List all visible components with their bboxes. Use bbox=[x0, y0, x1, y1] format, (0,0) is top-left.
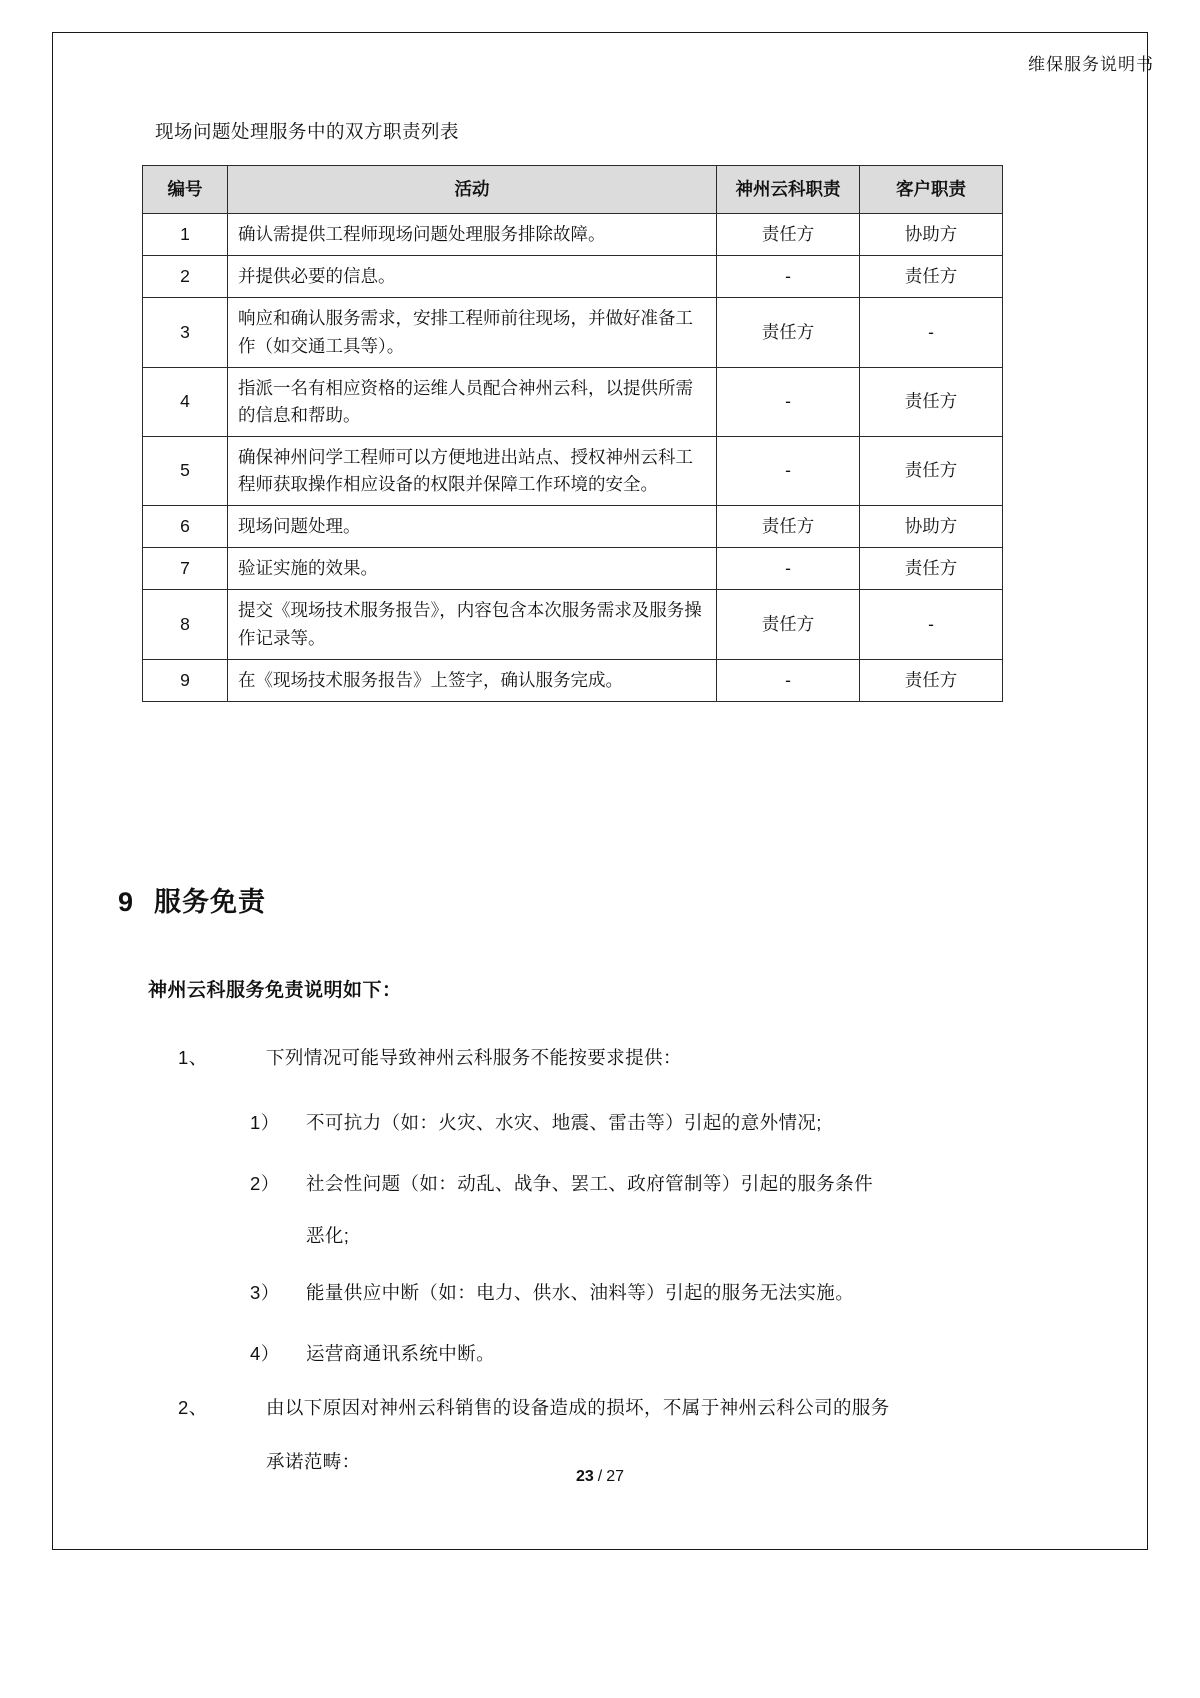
table-body bbox=[143, 214, 1003, 702]
cell-szyk: - bbox=[717, 367, 860, 436]
section-number: 9 bbox=[118, 887, 135, 917]
cell-activity: 并提供必要的信息。 bbox=[228, 256, 717, 298]
table-row bbox=[143, 298, 1003, 367]
responsibility-table bbox=[142, 165, 1003, 702]
sub-item-2-continuation: 恶化; bbox=[306, 1225, 350, 1246]
cell-customer: 协助方 bbox=[860, 506, 1003, 548]
cell-activity: 确认需提供工程师现场问题处理服务排除故障。 bbox=[228, 214, 717, 256]
sub-item-marker: 2） bbox=[250, 1173, 280, 1194]
cell-no: 9 bbox=[143, 659, 228, 701]
cell-customer: 责任方 bbox=[860, 548, 1003, 590]
sub-item-text: 能量供应中断（如：电力、供水、油料等）引起的服务无法实施。 bbox=[306, 1282, 855, 1303]
column-header-customer: 客户职责 bbox=[860, 166, 1003, 214]
cell-no: 1 bbox=[143, 214, 228, 256]
table-header-row bbox=[143, 166, 1003, 214]
table-head bbox=[143, 166, 1003, 214]
page-header-title: 维保服务说明书 bbox=[1028, 55, 1154, 74]
sub-item-marker: 1） bbox=[250, 1112, 280, 1133]
section-subtitle: 神州云科服务免责说明如下： bbox=[148, 980, 402, 1001]
sub-item-text: 运营商通讯系统中断。 bbox=[306, 1343, 496, 1364]
table-row bbox=[143, 214, 1003, 256]
footer-separator: / bbox=[597, 1468, 603, 1485]
cell-szyk: - bbox=[717, 659, 860, 701]
cell-activity: 验证实施的效果。 bbox=[228, 548, 717, 590]
table-row bbox=[143, 590, 1003, 659]
section-heading bbox=[118, 880, 266, 919]
list-item-1-marker: 1、 bbox=[178, 1047, 208, 1068]
cell-customer: 责任方 bbox=[860, 659, 1003, 701]
cell-no: 6 bbox=[143, 506, 228, 548]
page-footer bbox=[0, 1468, 1200, 1486]
cell-activity: 响应和确认服务需求，安排工程师前往现场，并做好准备工作（如交通工具等）。 bbox=[228, 298, 717, 367]
cell-no: 5 bbox=[143, 436, 228, 505]
cell-customer: 责任方 bbox=[860, 256, 1003, 298]
table-row bbox=[143, 548, 1003, 590]
table-row bbox=[143, 659, 1003, 701]
cell-activity: 提交《现场技术服务报告》，内容包含本次服务需求及服务操作记录等。 bbox=[228, 590, 717, 659]
sub-item-text: 不可抗力（如：火灾、水灾、地震、雷击等）引起的意外情况; bbox=[306, 1112, 822, 1133]
list-item-1-sub-3 bbox=[250, 1275, 1010, 1311]
cell-activity: 确保神州问学工程师可以方便地进出站点、授权神州云科工程师获取操作相应设备的权限并保障工作环境的安全。 bbox=[228, 436, 717, 505]
list-item-1-sub-4 bbox=[250, 1336, 1010, 1372]
sub-item-text: 社会性问题（如：动乱、战争、罢工、政府管制等）引起的服务条件 bbox=[306, 1173, 874, 1194]
cell-no: 3 bbox=[143, 298, 228, 367]
list-item-2-text: 由以下原因对神州云科销售的设备造成的损坏，不属于神州云科公司的服务 bbox=[266, 1397, 890, 1418]
cell-szyk: 责任方 bbox=[717, 214, 860, 256]
cell-no: 8 bbox=[143, 590, 228, 659]
cell-activity: 现场问题处理。 bbox=[228, 506, 717, 548]
table-caption: 现场问题处理服务中的双方职责列表 bbox=[155, 121, 460, 142]
table-row bbox=[143, 436, 1003, 505]
cell-szyk: - bbox=[717, 436, 860, 505]
column-header-szyk: 神州云科职责 bbox=[717, 166, 860, 214]
table-row bbox=[143, 256, 1003, 298]
list-item-2 bbox=[178, 1392, 978, 1424]
list-item-2-continuation: 承诺范畴： bbox=[266, 1451, 361, 1472]
cell-szyk: - bbox=[717, 256, 860, 298]
cell-activity: 在《现场技术服务报告》上签字，确认服务完成。 bbox=[228, 659, 717, 701]
cell-szyk: 责任方 bbox=[717, 298, 860, 367]
list-item-1 bbox=[178, 1042, 978, 1074]
cell-no: 7 bbox=[143, 548, 228, 590]
footer-current-page: 23 bbox=[575, 1468, 594, 1485]
column-header-no: 编号 bbox=[143, 166, 228, 214]
list-item-1-sub-2 bbox=[250, 1166, 1010, 1202]
column-header-activity: 活动 bbox=[228, 166, 717, 214]
cell-customer: - bbox=[860, 298, 1003, 367]
cell-customer: 责任方 bbox=[860, 367, 1003, 436]
cell-szyk: 责任方 bbox=[717, 590, 860, 659]
cell-szyk: 责任方 bbox=[717, 506, 860, 548]
cell-customer: 责任方 bbox=[860, 436, 1003, 505]
table-row bbox=[143, 506, 1003, 548]
cell-customer: 协助方 bbox=[860, 214, 1003, 256]
cell-activity: 指派一名有相应资格的运维人员配合神州云科，以提供所需的信息和帮助。 bbox=[228, 367, 717, 436]
list-item-1-sub-1 bbox=[250, 1105, 1010, 1141]
sub-item-marker: 4） bbox=[250, 1343, 280, 1364]
cell-customer: - bbox=[860, 590, 1003, 659]
cell-no: 2 bbox=[143, 256, 228, 298]
cell-no: 4 bbox=[143, 367, 228, 436]
sub-item-marker: 3） bbox=[250, 1282, 280, 1303]
table-row bbox=[143, 367, 1003, 436]
list-item-1-text: 下列情况可能导致神州云科服务不能按要求提供： bbox=[266, 1047, 682, 1068]
footer-total-pages: 27 bbox=[606, 1468, 625, 1485]
list-item-2-marker: 2、 bbox=[178, 1397, 208, 1418]
cell-szyk: - bbox=[717, 548, 860, 590]
section-title: 服务免责 bbox=[154, 887, 267, 917]
